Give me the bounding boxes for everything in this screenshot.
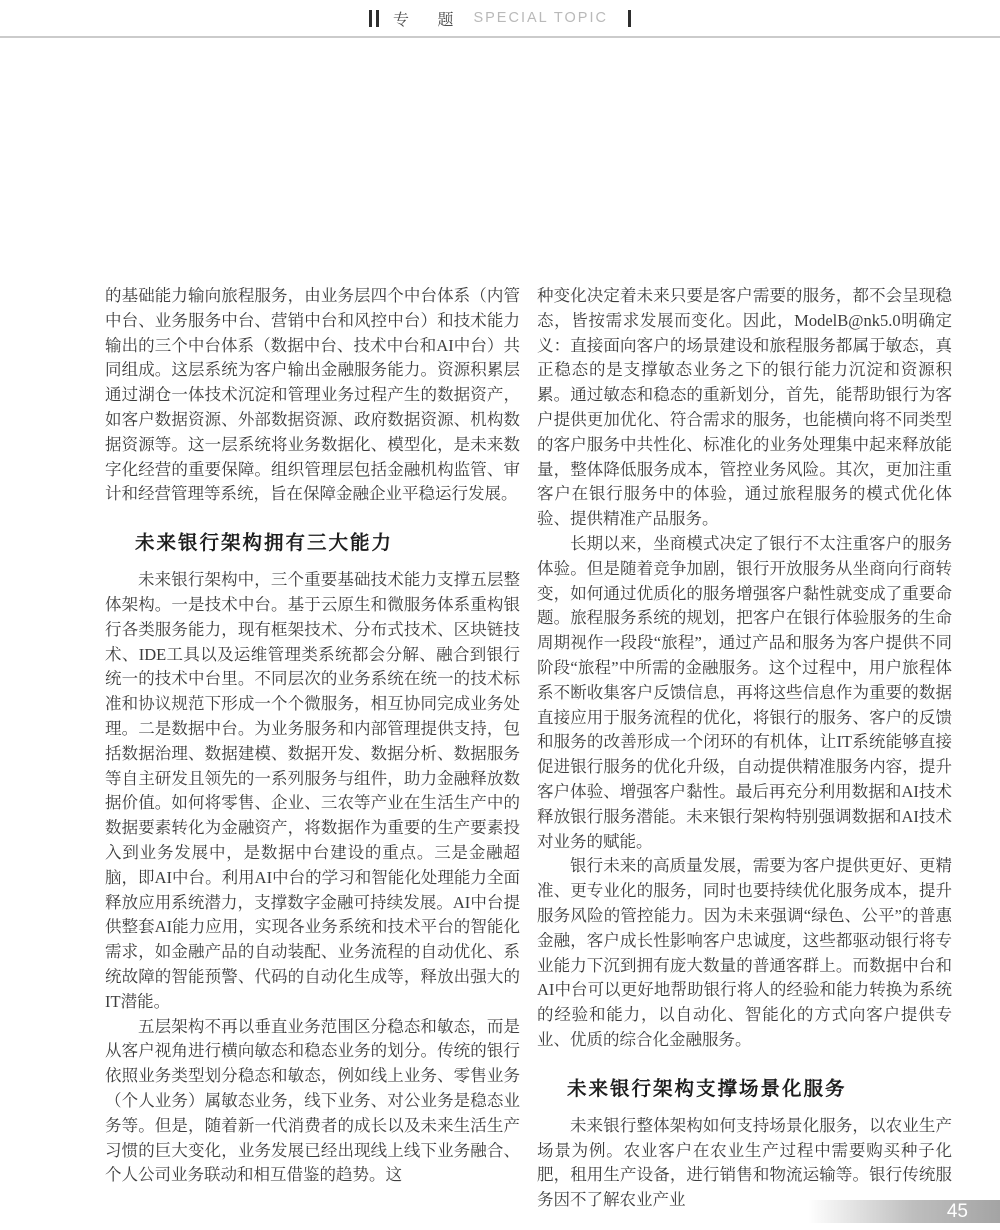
right-column (537, 284, 952, 1213)
paragraph-three-abilities: 未来银行架构中，三个重要基础技术能力支撑五层整体架构。一是技术中台。基于云原生和微服务体系重构银行各类服务能力，现有框架技术、分布式技术、区块链技术、IDE工具以及运维管理类系统都会分解、融合到银行统一的技术中台里。不同层次的业务系统在统一的技术标准和协议规范下形成一个个微服务，相互协同完成业务处理。二是数据中台。为业务服务和内部管理提供支持，包括数据治理、数据建模、数据开发、数据分析、数据服务等自主研发且领先的一系列服务与组件，助力金融释放数据价值。如何将零售、企业、三农等产业在生活生产中的数据要素转化为金融资产，将数据作为重要的生产要素投入到业务发展中，是数据中台建设的重点。三是金融超脑，即AI中台。利用AI中台的学习和智能化处理能力全面释放应用系统潜力，支撑数字金融可持续发展。AI中台提供整套AI能力应用，实现各业务系统和技术平台的智能化需求，如金融产品的自动装配、业务流程的自动优化、系统故障的智能预警、代码的自动化生成等，释放出强大的IT潜能。 (105, 570, 520, 1011)
paragraph-agile-stable: 种变化决定着未来只要是客户需要的服务，都不会呈现稳态，皆按需求发展而变化。因此，ModelB@nk5.0明确定义：直接面向客户的场景建设和旅程服务都属于敏态，真正稳态的是支撑敏态业务之下的银行能力沉淀和资源积累。通过敏态和稳态的重新划分，首先，能帮助银行为客户提供更加优化、符合需求的服务，也能横向将不同类型的客户服务中共性化、标准化的业务处理集中起来释放能量，整体降低服务成本，管控业务风险。其次，更加注重客户在银行服务中的体验，通过旅程服务的模式优化体验、提供精准产品服务。 (537, 286, 952, 529)
paragraph-five-layer: 五层架构不再以垂直业务范围区分稳态和敏态，而是从客户视角进行横向敏态和稳态业务的划分。传统的银行依照业务类型划分稳态和敏态，例如线上业务、零售业务（个人业务）属敏态业务，线下业务、对公业务是稳态业务等。但是，随着新一代消费者的成长以及未来生活生产习惯的巨大变化，业务发展已经出现线上线下业务融合、个人公司业务联动和相互借鉴的趋势。这 (105, 1016, 520, 1185)
paragraph-architecture-layers: 的基础能力输向旅程服务，由业务层四个中台体系（内管中台、业务服务中台、营销中台和风控中台）和技术能力输出的三个中台体系（数据中台、技术中台和AI中台）共同组成。这层系统为客户输出金融服务能力。资源积累层通过湖仓一体技术沉淀和管理业务过程产生的数据资产，如客户数据资源、外部数据资源、政府数据资源、机构数据资源等。这一层系统将业务数据化、模型化，是未来数字化经营的重要保障。组织管理层包括金融机构监管、审计和经营管理等系统，旨在保障金融企业平稳运行发展。 (105, 286, 520, 504)
page-header (0, 7, 1000, 29)
header-rule (0, 36, 1000, 38)
heading-scenario-service: 未来银行架构支撑场景化服务 (567, 1078, 847, 1100)
left-column (105, 284, 520, 1213)
paragraph-high-quality: 银行未来的高质量发展，需要为客户提供更好、更精准、更专业化的服务，同时也要持续优化服务成本，提升服务风险的管控能力。因为未来强调“绿色、公平”的普惠金融，客户成长性影响客户忠诚度，这些都驱动银行将专业能力下沉到拥有庞大数量的普通客群上。而数据中台和AI中台可以更好地帮助银行将人的经验和能力转换为系统的经验和能力，以自动化、智能化的方式向客户提供专业、优质的综合化金融服务。 (537, 856, 952, 1049)
page-number-bar (808, 1200, 1000, 1223)
section-title-cn: 专 题 (393, 11, 466, 29)
page-number: 45 (946, 1200, 968, 1222)
single-bar-icon (628, 10, 631, 27)
double-bar-icon (369, 10, 379, 27)
paragraph-journey-service: 长期以来，坐商模式决定了银行不太注重客户的服务体验。但是随着竞争加剧，银行开放服务从坐商向行商转变，如何通过优质化的服务增强客户黏性就变成了重要命题。旅程服务系统的规划，把客户在银行体验服务的生命周期视作一段段“旅程”，通过产品和服务为客户提供不同阶段“旅程”中所需的金融服务。这个过程中，用户旅程体系不断收集客户反馈信息，再将这些信息作为重要的数据直接应用于服务流程的优化，将银行的服务、客户的反馈和服务的改善形成一个闭环的有机体，让IT系统能够直接促进银行服务的优化升级，自动提供精准服务内容，提升客户体验、增强客户黏性。最后再充分利用数据和AI技术释放银行服务潜能。未来银行架构特别强调数据和AI技术对业务的赋能。 (537, 533, 952, 851)
paragraph-agriculture-scene: 未来银行整体架构如何支持场景化服务，以农业生产场景为例。农业客户在农业生产过程中需要购买种子化肥，租用生产设备，进行销售和物流运输等。银行传统服务因不了解农业产业 (537, 1115, 952, 1210)
section-title-en: SPECIAL TOPIC (473, 10, 608, 26)
article-body (105, 284, 952, 1213)
heading-three-abilities: 未来银行架构拥有三大能力 (135, 533, 394, 555)
